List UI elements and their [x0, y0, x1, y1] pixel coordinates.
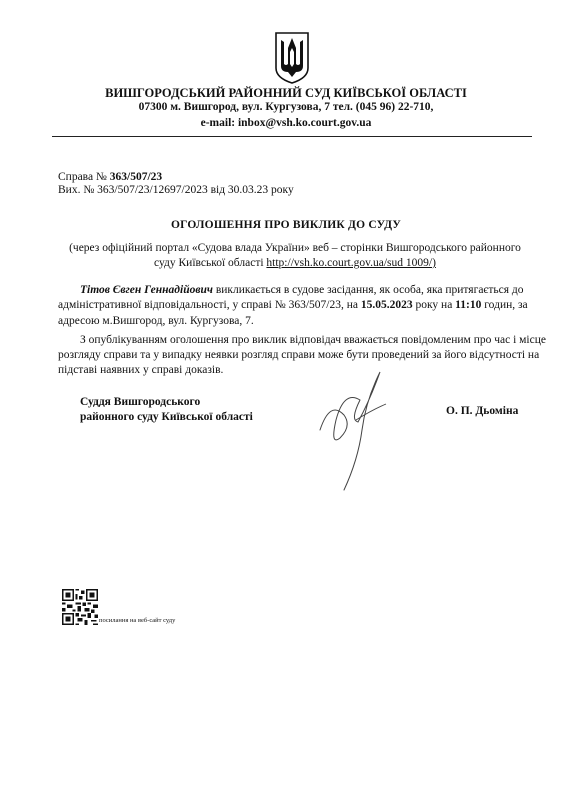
court-address: 07300 м. Вишгород, вул. Кургузова, 7 тел. (045 96) 22-710, — [138, 101, 434, 113]
case-label: Справа № — [58, 171, 110, 183]
judge-name: О. П. Дьоміна — [446, 405, 519, 417]
court-name: ВИШГОРОДСЬКИЙ РАЙОННИЙ СУД КИЇВСЬКОЇ ОБЛАСТІ — [105, 86, 467, 100]
portal-note-line2 — [60, 257, 530, 269]
hearing-time: 11:10 — [455, 299, 482, 311]
hearing-date: 15.05.2023 — [360, 299, 413, 311]
court-website-link[interactable]: http://vsh.ko.court.gov.ua/sud 1009/) — [266, 257, 436, 269]
portal-note-prefix: суду Київської області — [154, 257, 267, 269]
notice-paragraph-line3: підставі наявних у справі доказів. — [58, 364, 224, 376]
header-divider — [52, 136, 532, 137]
case-number — [58, 171, 162, 183]
portal-note-line1: (через офіційний портал «Судова влада України» веб – сторінки Вишгородського районного — [69, 242, 521, 254]
court-email: e-mail: inbox@vsh.ko.court.gov.ua — [200, 117, 372, 129]
trident-emblem-icon — [272, 30, 312, 85]
notice-paragraph-line2: розгляду справи та у випадку неявки розгляд справи може бути проведений за його відсутності на — [58, 349, 540, 361]
qr-code-icon[interactable] — [62, 589, 98, 625]
handwritten-signature-icon — [300, 360, 420, 500]
summons-paragraph-line2: адміністративної відповідальності, у справі № 363/507/23, на 15.05.2023 року на 11:10 годин, за — [58, 299, 528, 311]
case-number-value: 363/507/23 — [109, 171, 163, 183]
judge-title-line1: Суддя Вишгородського — [80, 396, 201, 408]
respondent-name: Тітов Євген Геннадійович — [80, 284, 213, 296]
document-title: ОГОЛОШЕННЯ ПРО ВИКЛИК ДО СУДУ — [170, 219, 402, 231]
summons-paragraph-line3: адресою м.Вишгород, вул. Кургузова, 7. — [58, 315, 254, 327]
outgoing-reference: Вих. № 363/507/23/12697/2023 від 30.03.23 року — [58, 184, 294, 196]
notice-paragraph-line1: З опублікуванням оголошення про виклик відповідач вважається повідомленим про час і місце — [80, 334, 546, 346]
judge-title-line2: районного суду Київської області — [80, 411, 253, 423]
qr-caption: посилання на веб-сайт суду — [99, 617, 176, 624]
summons-paragraph-line1: Тітов Євген Геннадійович викликається в судове засідання, як особа, яка притягається до — [80, 284, 524, 296]
